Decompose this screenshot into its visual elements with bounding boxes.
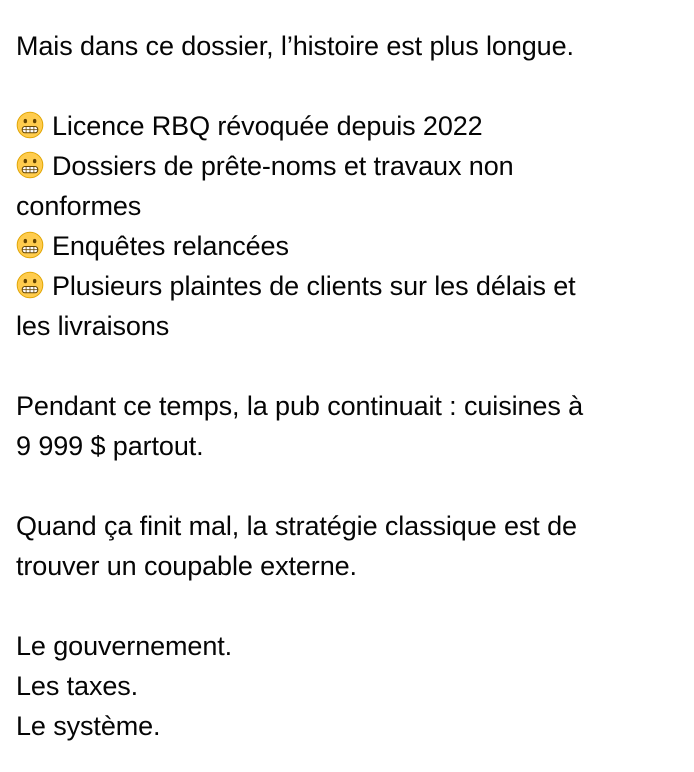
closing-line: Les taxes. <box>16 671 139 701</box>
closing-line: Le gouvernement. <box>16 631 233 661</box>
bullet-continuation: conformes <box>16 191 142 221</box>
bullet-text: Enquêtes relancées <box>52 231 289 261</box>
bullet-item <box>16 266 686 306</box>
grimacing-face-emoji-icon <box>16 231 44 259</box>
strategy-paragraph <box>16 506 686 586</box>
bullet-text: Licence RBQ révoquée depuis 2022 <box>52 111 483 141</box>
closing-paragraph <box>16 626 686 746</box>
post-text <box>16 26 686 746</box>
strategy-line: Quand ça finit mal, la stratégie classique est de <box>16 511 577 541</box>
bullet-text: Dossiers de prête-noms et travaux non <box>52 151 514 181</box>
bullet-item <box>16 226 686 266</box>
closing-line: Le système. <box>16 711 161 741</box>
pub-line: 9 999 $ partout. <box>16 431 204 461</box>
pub-line: Pendant ce temps, la pub continuait : cuisines à <box>16 391 584 421</box>
pub-paragraph <box>16 386 686 466</box>
bullet-list <box>16 106 686 346</box>
grimacing-face-emoji-icon <box>16 271 44 299</box>
intro-paragraph <box>16 26 686 66</box>
strategy-line: trouver un coupable externe. <box>16 551 357 581</box>
intro-line: Mais dans ce dossier, l’histoire est plus longue. <box>16 31 574 61</box>
bullet-item <box>16 106 686 146</box>
bullet-item <box>16 146 686 186</box>
grimacing-face-emoji-icon <box>16 111 44 139</box>
grimacing-face-emoji-icon <box>16 151 44 179</box>
bullet-continuation: les livraisons <box>16 311 170 341</box>
bullet-text: Plusieurs plaintes de clients sur les délais et <box>52 271 576 301</box>
